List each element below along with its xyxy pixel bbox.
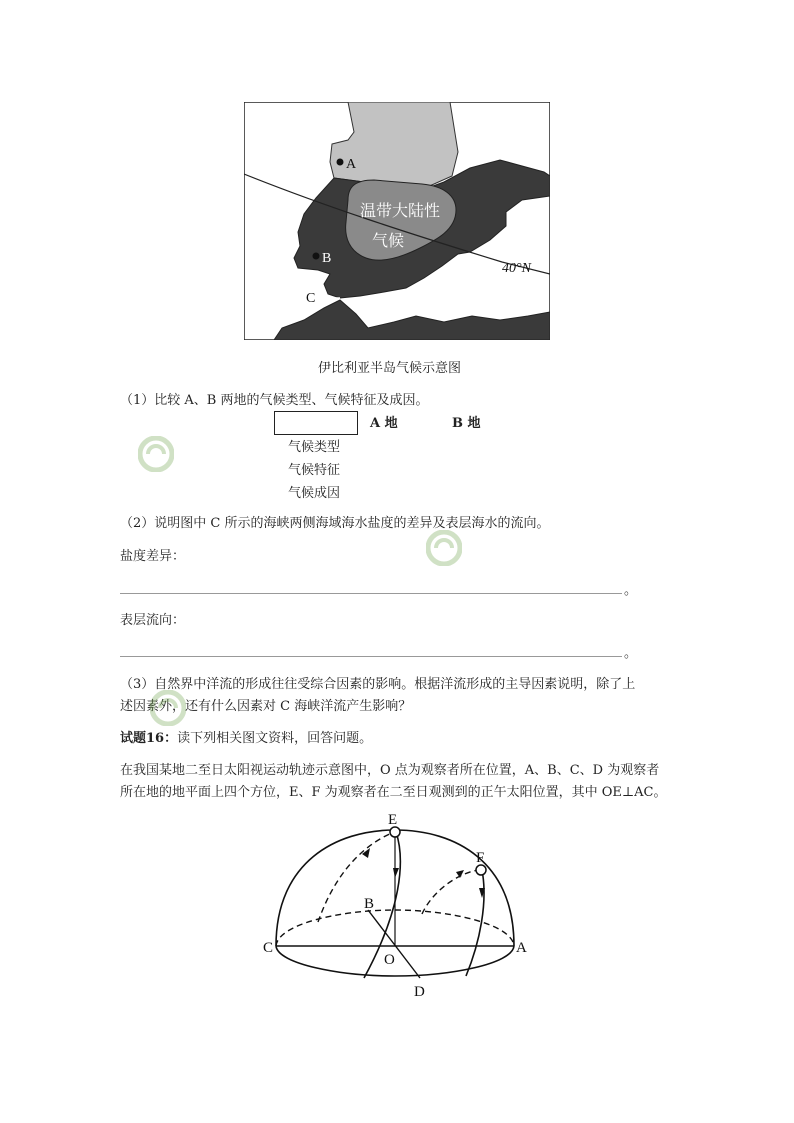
table-header-blank-cell xyxy=(274,411,358,435)
map-caption: 伊比利亚半岛气候示意图 xyxy=(318,361,462,376)
globe-label-c: C xyxy=(263,940,274,956)
question-1-prompt: （1）比较 A、B 两地的气候类型、气候特征及成因。 xyxy=(120,393,429,408)
globe-label-b: B xyxy=(364,896,375,912)
question-16-header xyxy=(120,730,372,748)
region-label-line1: 温带大陆性 xyxy=(360,201,441,220)
table-col-b: B 地 xyxy=(452,416,481,431)
globe-label-d: D xyxy=(414,984,425,1000)
question-3-line1: （3）自然界中洋流的形成往往受综合因素的影响。根据洋流形成的主导因素说明，除了上 xyxy=(120,677,636,692)
label-b: B xyxy=(322,251,332,266)
salinity-label: 盐度差异： xyxy=(120,549,186,564)
flow-label: 表层流向： xyxy=(120,613,186,628)
salinity-end-mark: 。 xyxy=(624,583,638,598)
flow-end-mark: 。 xyxy=(624,646,638,661)
table-row-climate-feature: 气候特征 xyxy=(288,463,341,478)
arrow-e-down xyxy=(393,868,399,878)
question-16-intro: 读下列相关图文资料，回答问题。 xyxy=(177,731,373,746)
sun-position-e xyxy=(390,827,400,837)
table-row-climate-type: 气候类型 xyxy=(288,440,341,455)
table-col-a: A 地 xyxy=(370,416,398,431)
sun-path-f-back xyxy=(422,870,478,914)
latitude-label: 40°N xyxy=(502,261,531,276)
watermark-logo-icon xyxy=(150,690,186,726)
sun-path-diagram xyxy=(260,812,540,1002)
sun-position-f xyxy=(476,865,486,875)
label-a: A xyxy=(346,157,357,172)
table-row-climate-cause: 气候成因 xyxy=(288,486,341,501)
globe-label-f: F xyxy=(476,850,485,866)
label-c: C xyxy=(306,291,316,306)
sun-path-f-front xyxy=(466,870,484,976)
horizon-front xyxy=(276,946,514,976)
question-2-prompt: （2）说明图中 C 所示的海峡两侧海域海水盐度的差异及表层海水的流向。 xyxy=(120,516,550,531)
watermark-logo-icon xyxy=(426,530,462,566)
iberia-climate-map xyxy=(244,102,550,340)
flow-answer-line[interactable] xyxy=(120,656,622,657)
point-a xyxy=(337,159,344,166)
question-16-body-line2: 所在地的地平面上四个方位，E、F 为观察者在二至日观测到的正午太阳位置，其中 OE⊥AC。 xyxy=(120,785,667,800)
point-b xyxy=(313,253,320,260)
salinity-answer-line[interactable] xyxy=(120,593,622,594)
arrow-e-up xyxy=(362,848,370,858)
question-16-title: 试题16： xyxy=(120,731,178,746)
globe-label-e: E xyxy=(388,812,398,828)
region-label-line2: 气候 xyxy=(372,231,405,250)
question-3-line2: 述因素外，还有什么因素对 C 海峡洋流产生影响？ xyxy=(120,699,412,714)
watermark-logo-icon xyxy=(138,436,174,472)
globe-label-o: O xyxy=(384,952,395,968)
globe-label-a: A xyxy=(516,940,527,956)
question-16-body-line1: 在我国某地二至日太阳视运动轨迹示意图中，O 点为观察者所在位置，A、B、C、D 为观察者 xyxy=(120,763,660,778)
